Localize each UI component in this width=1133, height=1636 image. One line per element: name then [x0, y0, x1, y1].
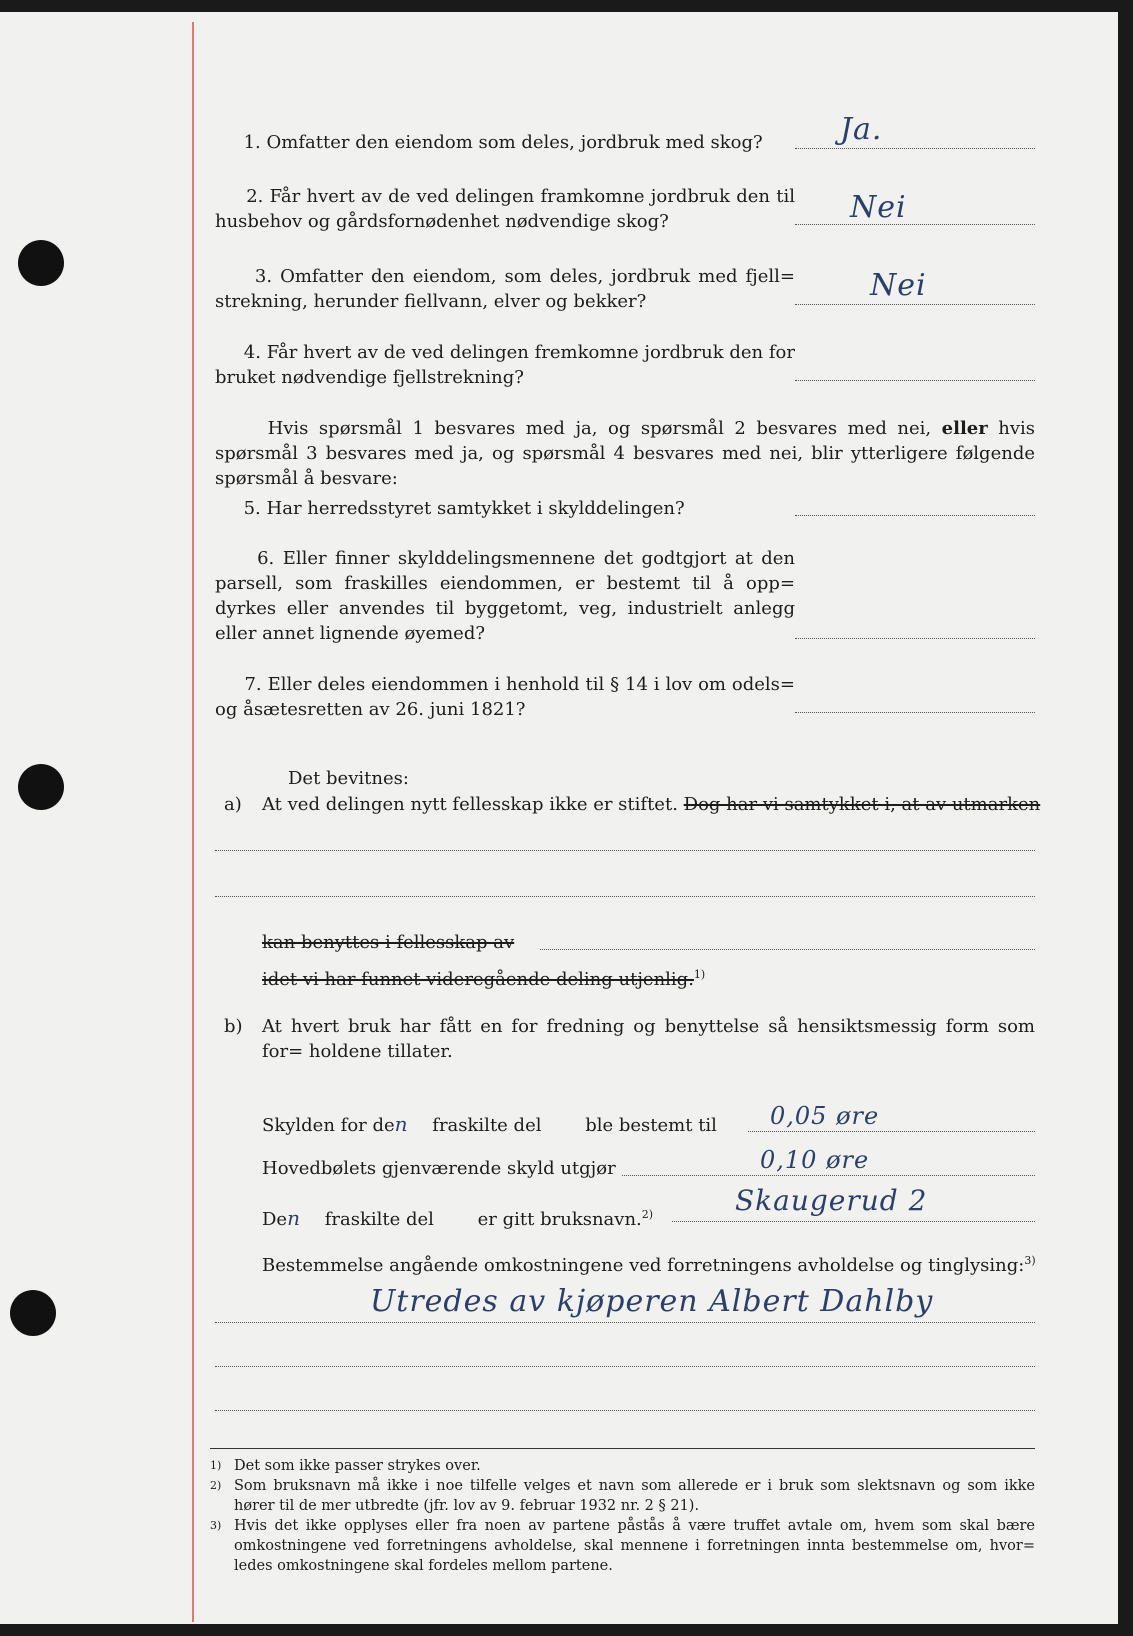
fill-line — [215, 850, 1035, 851]
question-2 — [215, 184, 795, 234]
skyld-value-handwritten: 0,05 øre — [770, 1102, 880, 1130]
skyld-label: fraskilte del — [324, 1209, 434, 1230]
skyld-label: Skylden for de — [262, 1115, 395, 1136]
conditional-bold: eller — [941, 418, 988, 439]
attest-a-label: a) — [224, 794, 242, 815]
skyld-label: Bestemmelse angående omkostningene ved forretningens avholdelse og tinglysing: — [262, 1255, 1025, 1276]
answer-line — [795, 712, 1035, 713]
fill-line — [215, 1410, 1035, 1411]
footnote — [210, 1476, 1035, 1516]
document-page — [0, 12, 1118, 1624]
attest-heading: Det bevitnes: — [288, 768, 409, 789]
struck-line-3 — [262, 962, 705, 992]
footnote — [210, 1516, 1035, 1576]
footnote-ref: 3) — [1024, 1254, 1036, 1267]
skyld-line-2: Hovedbølets gjenværende skyld utgjør — [262, 1158, 616, 1179]
attest-b-text: At hvert bruk har fått en for fredning og benyttelse så hensiktsmessig form som for= holdene tillater. — [262, 1016, 1035, 1062]
conditional-text: Hvis spørsmål 1 besvares med ja, og spørsmål 2 besvares med nei, — [267, 418, 942, 439]
answer-line — [748, 1131, 1035, 1132]
question-3 — [215, 264, 795, 314]
question-number: 6. — [257, 548, 275, 569]
struck-text: idet vi har funnet videregående deling utjenlig. — [262, 969, 694, 990]
question-1 — [215, 130, 795, 155]
question-text: Eller deles eiendommen i henhold til § 14 i lov om odels= og åsætesretten av 26. juni 1821? — [215, 674, 795, 720]
punch-hole — [18, 240, 64, 286]
answer-line — [795, 638, 1035, 639]
question-number: 3. — [254, 266, 273, 287]
skyld-line-4 — [262, 1248, 1036, 1278]
footnote-number: 2) — [210, 1479, 222, 1492]
question-text: Får hvert av de ved delingen framkomne jordbruk den til husbehov og gårdsfornødenhet nødvendige skog? — [215, 186, 795, 232]
skyld-line-3 — [262, 1202, 653, 1232]
margin-line — [192, 22, 194, 1622]
footnotes — [210, 1456, 1035, 1576]
struck-line-2 — [262, 930, 514, 955]
question-text: Har herredsstyret samtykket i skylddelingen? — [266, 498, 685, 519]
fill-line — [215, 896, 1035, 897]
skyld-label: fraskilte del — [432, 1115, 542, 1136]
footnote-text: Hvis det ikke opplyses eller fra noen av partene påstås å være truffet avtale om, hvem som skal bære omkostningene ved forretningens avholdelse, skal mennene i forretningen innta bestemmelse om, hvor= ledes omkostningene skal fordeles mellom partene. — [234, 1518, 1035, 1574]
question-number: 4. — [243, 342, 261, 363]
struck-text: Dog har vi samtykket i, at av utmarken — [683, 794, 1041, 815]
answer-line — [672, 1221, 1035, 1222]
fill-line — [215, 1366, 1035, 1367]
question-text: Eller finner skylddelingsmennene det godtgjort at den parsell, som fraskilles eiendommen, er bestemt til å opp= dyrkes eller anvendes til byggetomt, veg, industrielt anlegg eller annet lignende øyemed? — [215, 548, 795, 644]
punch-hole — [10, 1290, 56, 1336]
punch-hole — [18, 764, 64, 810]
footnote-text: Som bruksnavn må ikke i noe tilfelle velges et navn som allerede er i bruk som slektsnavn og som ikke hører til de mer utbredte (jfr. lov av 9. februar 1932 nr. 2 § 21). — [234, 1478, 1035, 1514]
footnote — [210, 1456, 1035, 1476]
skyld-label: ble bestemt til — [585, 1115, 717, 1136]
conditional-paragraph — [215, 416, 1035, 491]
answer-line — [795, 380, 1035, 381]
answer-line — [622, 1175, 1035, 1176]
question-text: Får hvert av de ved delingen fremkomne jordbruk den for bruket nødvendige fjellstrekning? — [215, 342, 795, 388]
question-6 — [215, 546, 795, 646]
answer-line — [795, 304, 1035, 305]
struck-text: kan benyttes i fellesskap av — [262, 932, 515, 953]
handwritten-suffix: n — [394, 1112, 409, 1136]
fill-line — [215, 1322, 1035, 1323]
question-number: 7. — [244, 674, 262, 695]
skyld-label: er gitt bruksnavn. — [477, 1209, 642, 1230]
answer-handwritten: Ja. — [840, 112, 883, 147]
footnote-number: 1) — [210, 1459, 222, 1472]
footnote-rule — [210, 1448, 1035, 1449]
answer-line — [795, 224, 1035, 225]
question-4 — [215, 340, 795, 390]
skyld-label: De — [262, 1209, 288, 1230]
answer-handwritten: Nei — [870, 268, 927, 303]
question-text: Omfatter den eiendom som deles, jordbruk med skog? — [266, 132, 763, 153]
question-number: 2. — [246, 186, 264, 207]
attest-a-statement: At ved delingen nytt fellesskap ikke er stiftet. — [262, 794, 678, 815]
footnote-text: Det som ikke passer strykes over. — [234, 1458, 481, 1474]
attest-b-label: b) — [224, 1016, 243, 1037]
question-text: Omfatter den eiendom, som deles, jordbruk med fjell= strekning, herunder fiellvann, elver og bekker? — [215, 266, 795, 312]
question-5 — [215, 496, 795, 521]
conditional-text: hvis spørsmål 3 besvares med ja, og spørsmål 4 besvares med nei, blir ytterligere følgende spørsmål å besvare: — [215, 418, 1036, 489]
footnote-ref: 2) — [641, 1208, 654, 1221]
question-7 — [215, 672, 795, 722]
bruksnavn-handwritten: Skaugerud 2 — [735, 1184, 928, 1217]
answer-handwritten: Nei — [850, 190, 907, 225]
footnote-ref: 1) — [693, 968, 706, 981]
fill-line — [540, 949, 1035, 950]
question-number: 5. — [243, 498, 261, 519]
footnote-number: 3) — [210, 1519, 222, 1532]
answer-line — [795, 148, 1035, 149]
handwritten-suffix: n — [287, 1206, 301, 1230]
answer-line — [795, 515, 1035, 516]
skyld-line-1 — [262, 1112, 717, 1138]
skyld-value-handwritten: 0,10 øre — [760, 1146, 870, 1174]
cost-handwritten: Utredes av kjøperen Albert Dahlby — [370, 1284, 934, 1319]
question-number: 1. — [243, 132, 261, 153]
attest-a-text — [262, 792, 1040, 817]
